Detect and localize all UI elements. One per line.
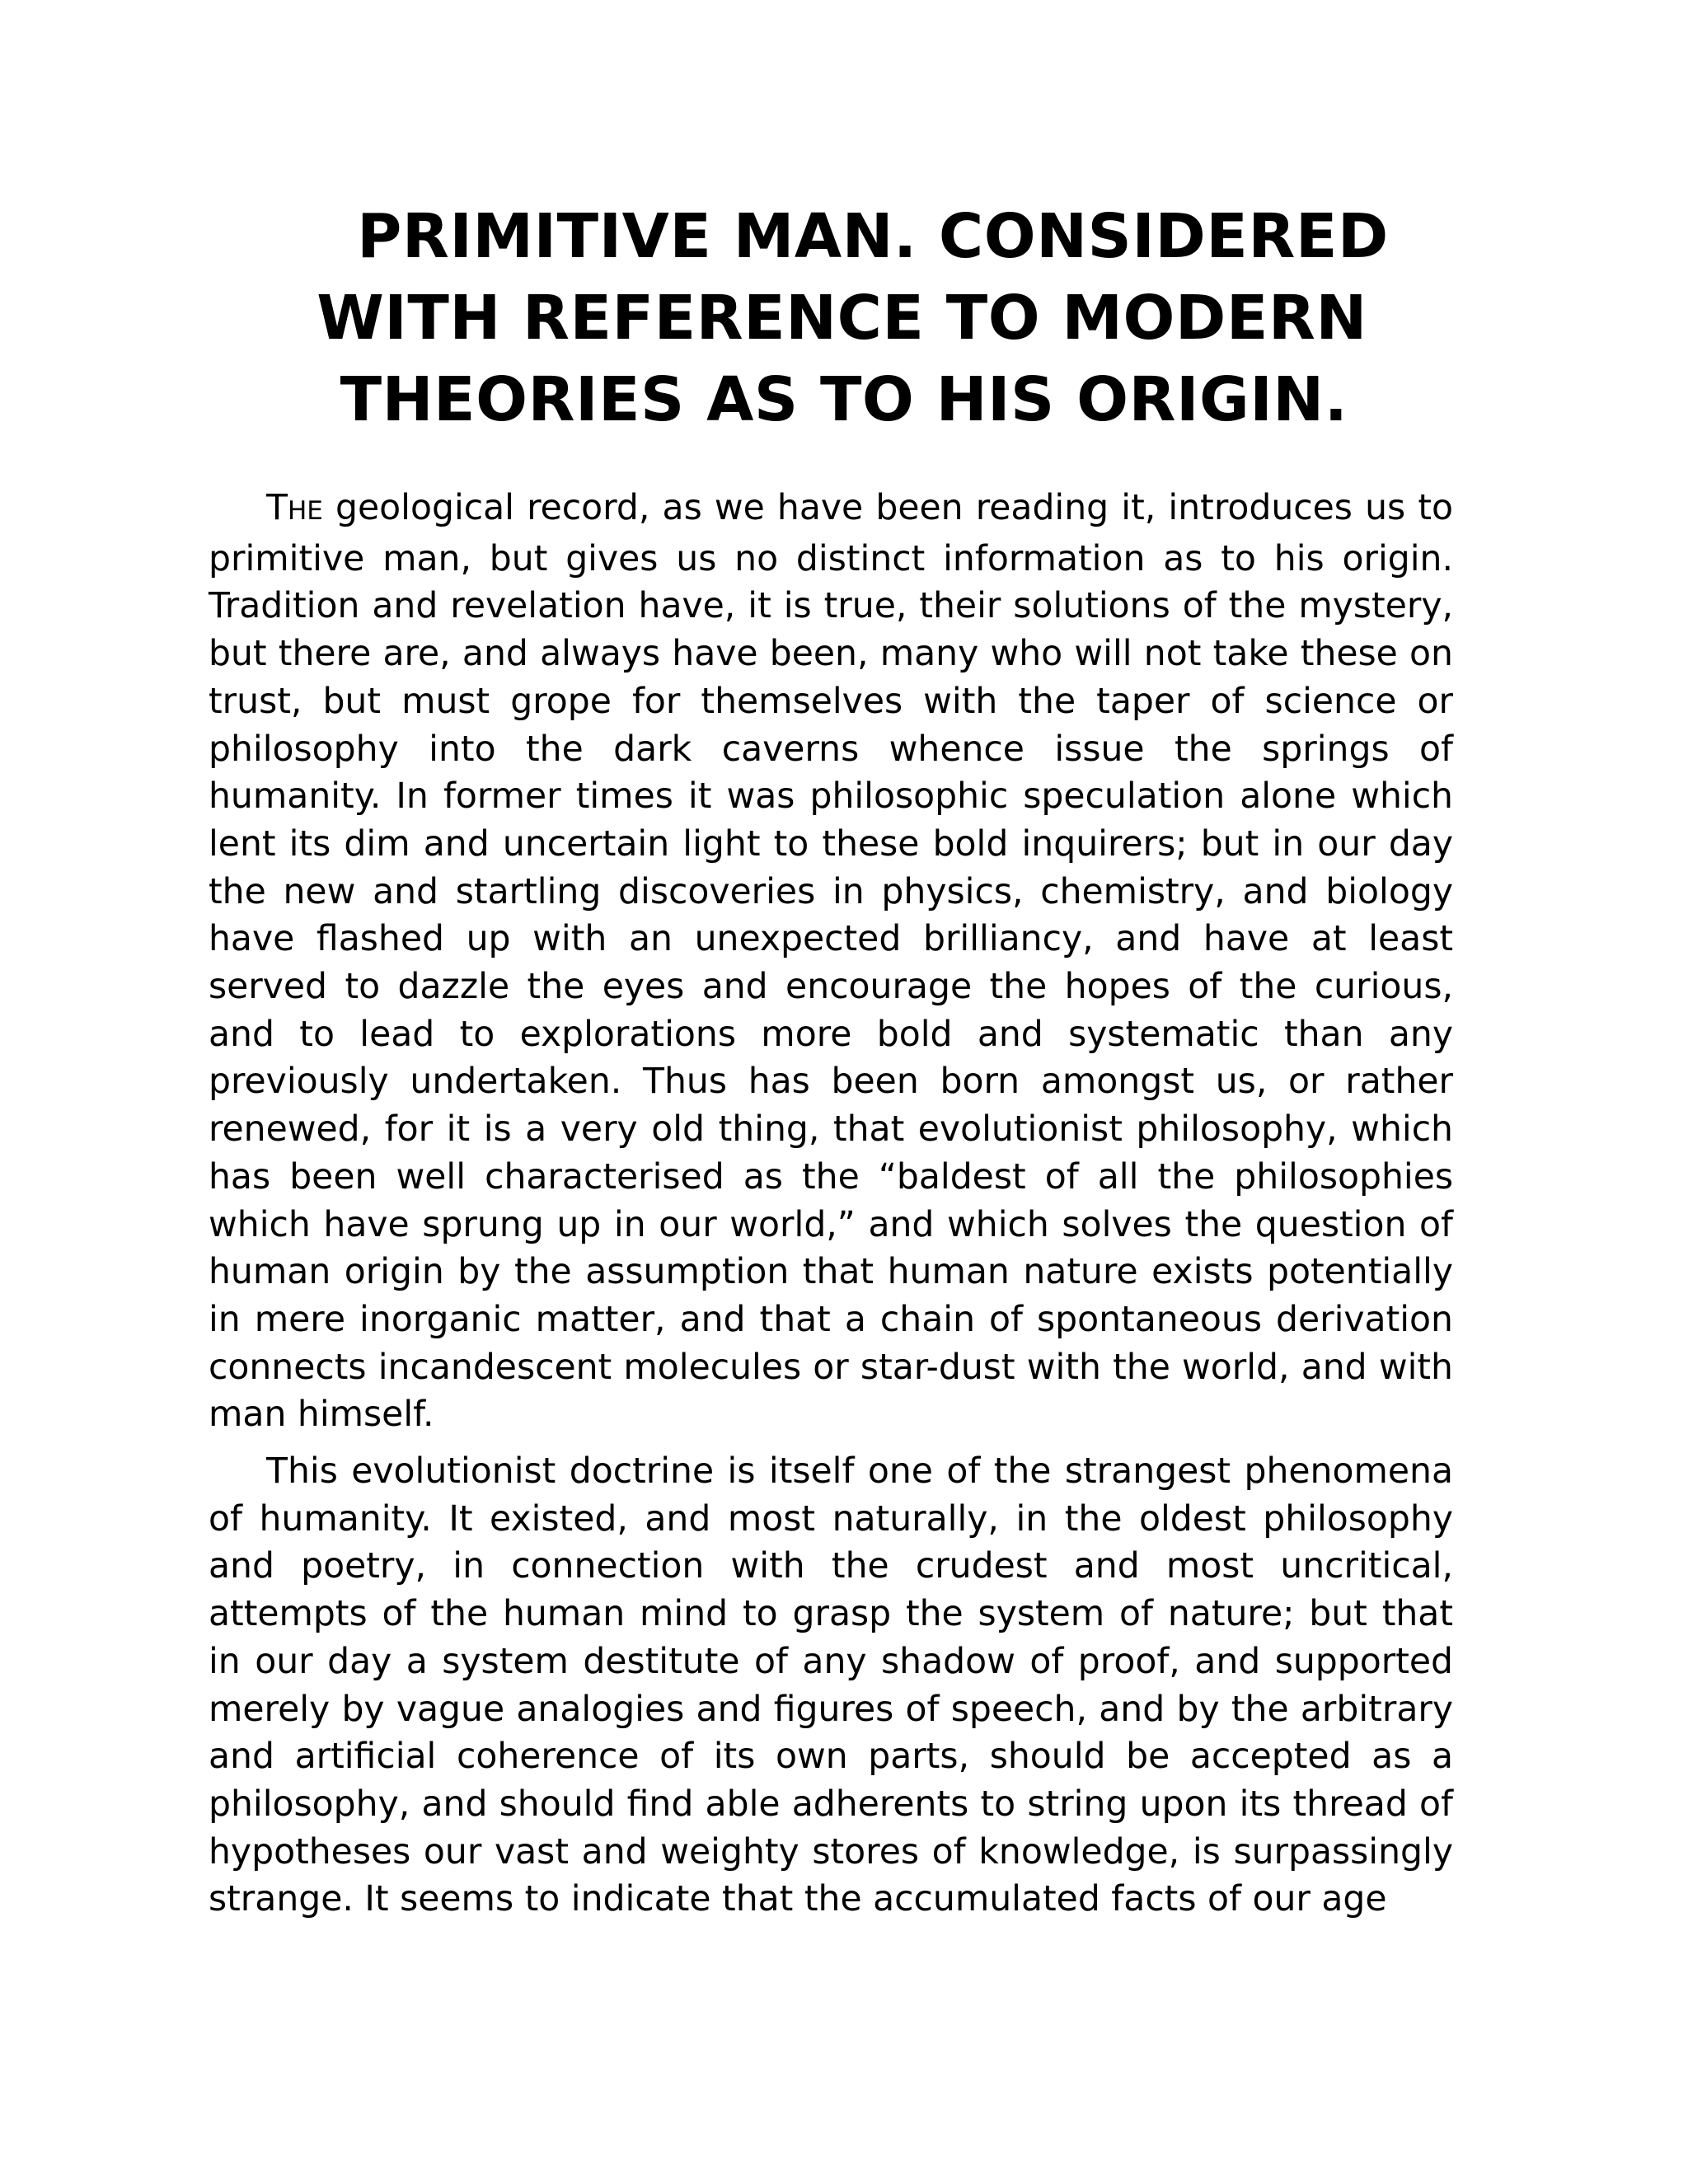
drop-lead-smallcaps: HE (287, 496, 323, 526)
chapter-title-line-1: PRIMITIVE MAN. CONSIDERED (357, 201, 1389, 272)
drop-lead-capital: T (266, 488, 288, 528)
paragraph-1-text: geological record, as we have been reading it, introduces us to primitive man, but gives us no distinct information as to his origin. Tradition and revelation have, it is true, their solutions of the mystery, but there are, and always have been, many who will not take these on trust, but must grope for themselves with the taper of science or philosophy into the dark caverns whence issue the springs of humanity. In former times it was philosophic speculation alone which lent its dim and uncertain light to these bold inquirers; but in our day the new and startling discoveries in physics, chemistry, and biology have flashed up with an unexpected brilliancy, and have at least served to dazzle the eyes and encourage the hopes of the curious, and to lead to explorations more bold and systematic than any previously undertaken. Thus has been born amongst us, or rather renewed, for it is a very old thing, that evolutionist philosophy, which has been well characterised as the “baldest of all the philosophies which have sprung up in our world,” and which solves the question of human origin by the assumption that human nature exists potentially in mere inorganic matter, and that a chain of spontaneous derivation connects incandescent molecules or star-dust with the world, and with man himself. (209, 488, 1453, 1436)
chapter-title-line-3: THEORIES AS TO HIS ORIGIN. (340, 364, 1348, 435)
chapter-title-line-2: WITH REFERENCE TO MODERN (316, 283, 1367, 354)
chapter-title (206, 196, 1482, 441)
body-paragraph-1 (209, 485, 1453, 1439)
paragraph-2-text: This evolutionist doctrine is itself one of the strangest phenomena of humanity. It existed, and most naturally, in the oldest philosophy and poetry, in connection with the crudest and most uncritical, attempts of the human mind to grasp the system of nature; but that in our day a system destitute of any shadow of proof, and supported merely by vague analogies and figures of speech, and by the arbitrary and artificial coherence of its own parts, should be accepted as a philosophy, and should find able adherents to string upon its thread of hypotheses our vast and weighty stores of knowledge, is surpassingly strange. It seems to indicate that the accumulated facts of our age (209, 1451, 1453, 1920)
body-paragraph-2 (209, 1448, 1453, 1924)
